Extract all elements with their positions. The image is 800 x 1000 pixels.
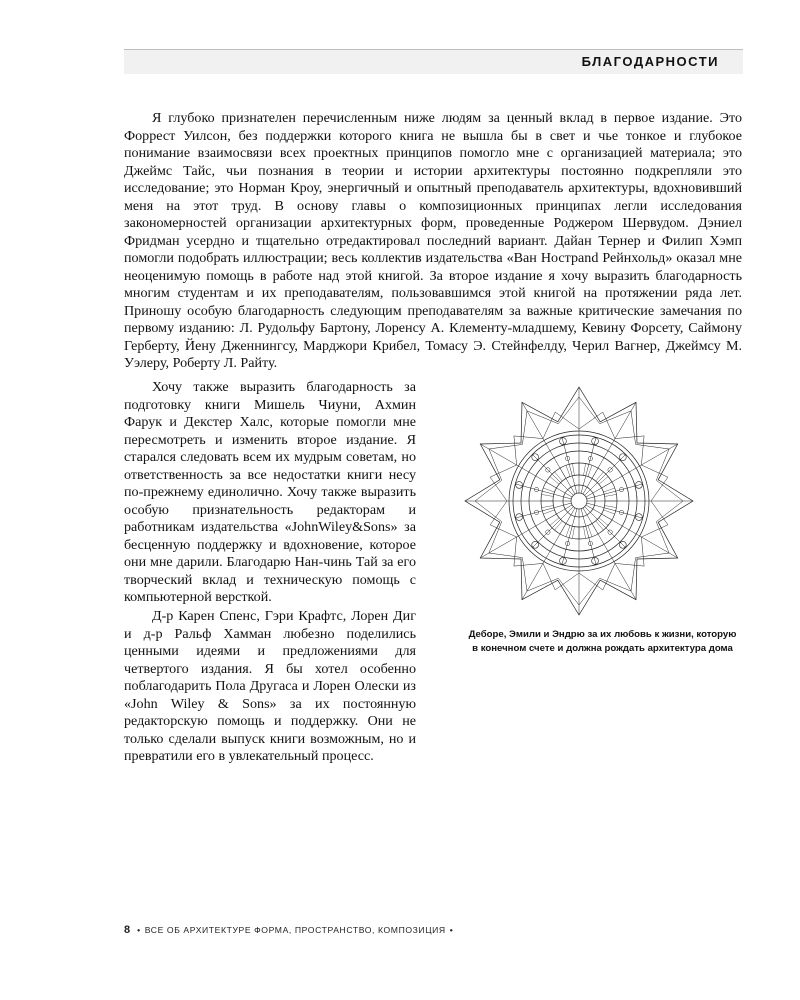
running-footer-title: ВСЕ ОБ АРХИТЕКТУРЕ ФОРМА, ПРОСТРАНСТВО, КОМПОЗИЦИЯ xyxy=(144,925,446,935)
running-header xyxy=(124,49,743,74)
figure-caption: Деборе, Эмили и Эндрю за их любовь к жизни, которую в конечном счете и должна рождать архитектура дома xyxy=(468,629,737,654)
page-number: 8 xyxy=(124,924,131,936)
star-ornament-illustration xyxy=(452,384,706,618)
footer-bullet-right: • xyxy=(449,925,454,935)
acknowledgement-paragraph-1: Я глубоко признателен перечисленным ниже людям за ценный вклад в первое издание. Это Форрест Уилсон, без поддержки которого книга не вышла бы в свет и чье тонкое и глубокое понимание взаимосвязи всех проектных принципов помогло мне с организацией материала; это Джеймс Тайс, чьи познания в теории и истории архитектуры постоянно подкрепляли это исследование; это Норман Кроу, энергичный и опытный преподаватель архитектуры, вдохновивший меня на этот труд. В основу главы о композиционных принципах легли исследования закономерностей организации архитектурных форм, проведенные Роджером Шервудом. Дэниел Фридман усердно и тщательно отредактировал последний вариант. Дайан Тернер и Филип Хэмп помогли подобрать иллюстрации; весь коллектив издательства «Ван Нострand Рейнхольд» оказал мне неоценимую помощь в работе над этой книгой. За второе издание я хочу выразить благодарность многим студентам и их преподавателям, пользовавшимся этой книгой на протяжении ряда лет. Приношу особую благодарность следующим преподавателям за важные критические замечания по первому изданию: Л. Рудольфу Бартону, Лоренсу А. Клементу-младшему, Кевину Форсету, Саймону Герберту, Йену Дженнингсу, Марджори Крибел, Томасу Э. Стейнфелду, Черил Вагнер, Джеймсу М. Уэлеру, Роберту Л. Райту. xyxy=(124,110,742,371)
acknowledgement-paragraph-2: Хочу также выразить благодарность за подготовку книги Мишель Чиуни, Ахмин Фарук и Декстер Халс, которые помогли мне пересмотреть и изменить второе издание. Я старался следовать всем их мудрым советам, но ответственность за все недостатки книги несу по-прежнему единолично. Хочу также выразить особую признательность редакторам и работникам издательства «JohnWiley&Sons» за бесценную поддержку и вдохновение, которое они мне дарили. Благодарю Нан-чинь Тай за его творческий вклад и техническую помощь с компьютерной версткой. xyxy=(124,379,416,605)
footer-bullet-left: • xyxy=(137,925,141,935)
acknowledgement-paragraph-3: Д-р Карен Спенс, Гэри Крафтс, Лорен Диг и д-р Ральф Хамман любезно поделились ценными идеями и предложениями для четвертого издания. Я бы хотел особенно поблагодарить Пола Другаса и Лорен Олески из «John Wiley & Sons» за их постоянную редакторскую помощь и поддержку. Они не только сделали выпуск книги возможным, но и превратили его в увлекательный процесс. xyxy=(124,608,416,764)
page-footer xyxy=(124,924,457,936)
page-title: БЛАГОДАРНОСТИ xyxy=(581,54,719,69)
